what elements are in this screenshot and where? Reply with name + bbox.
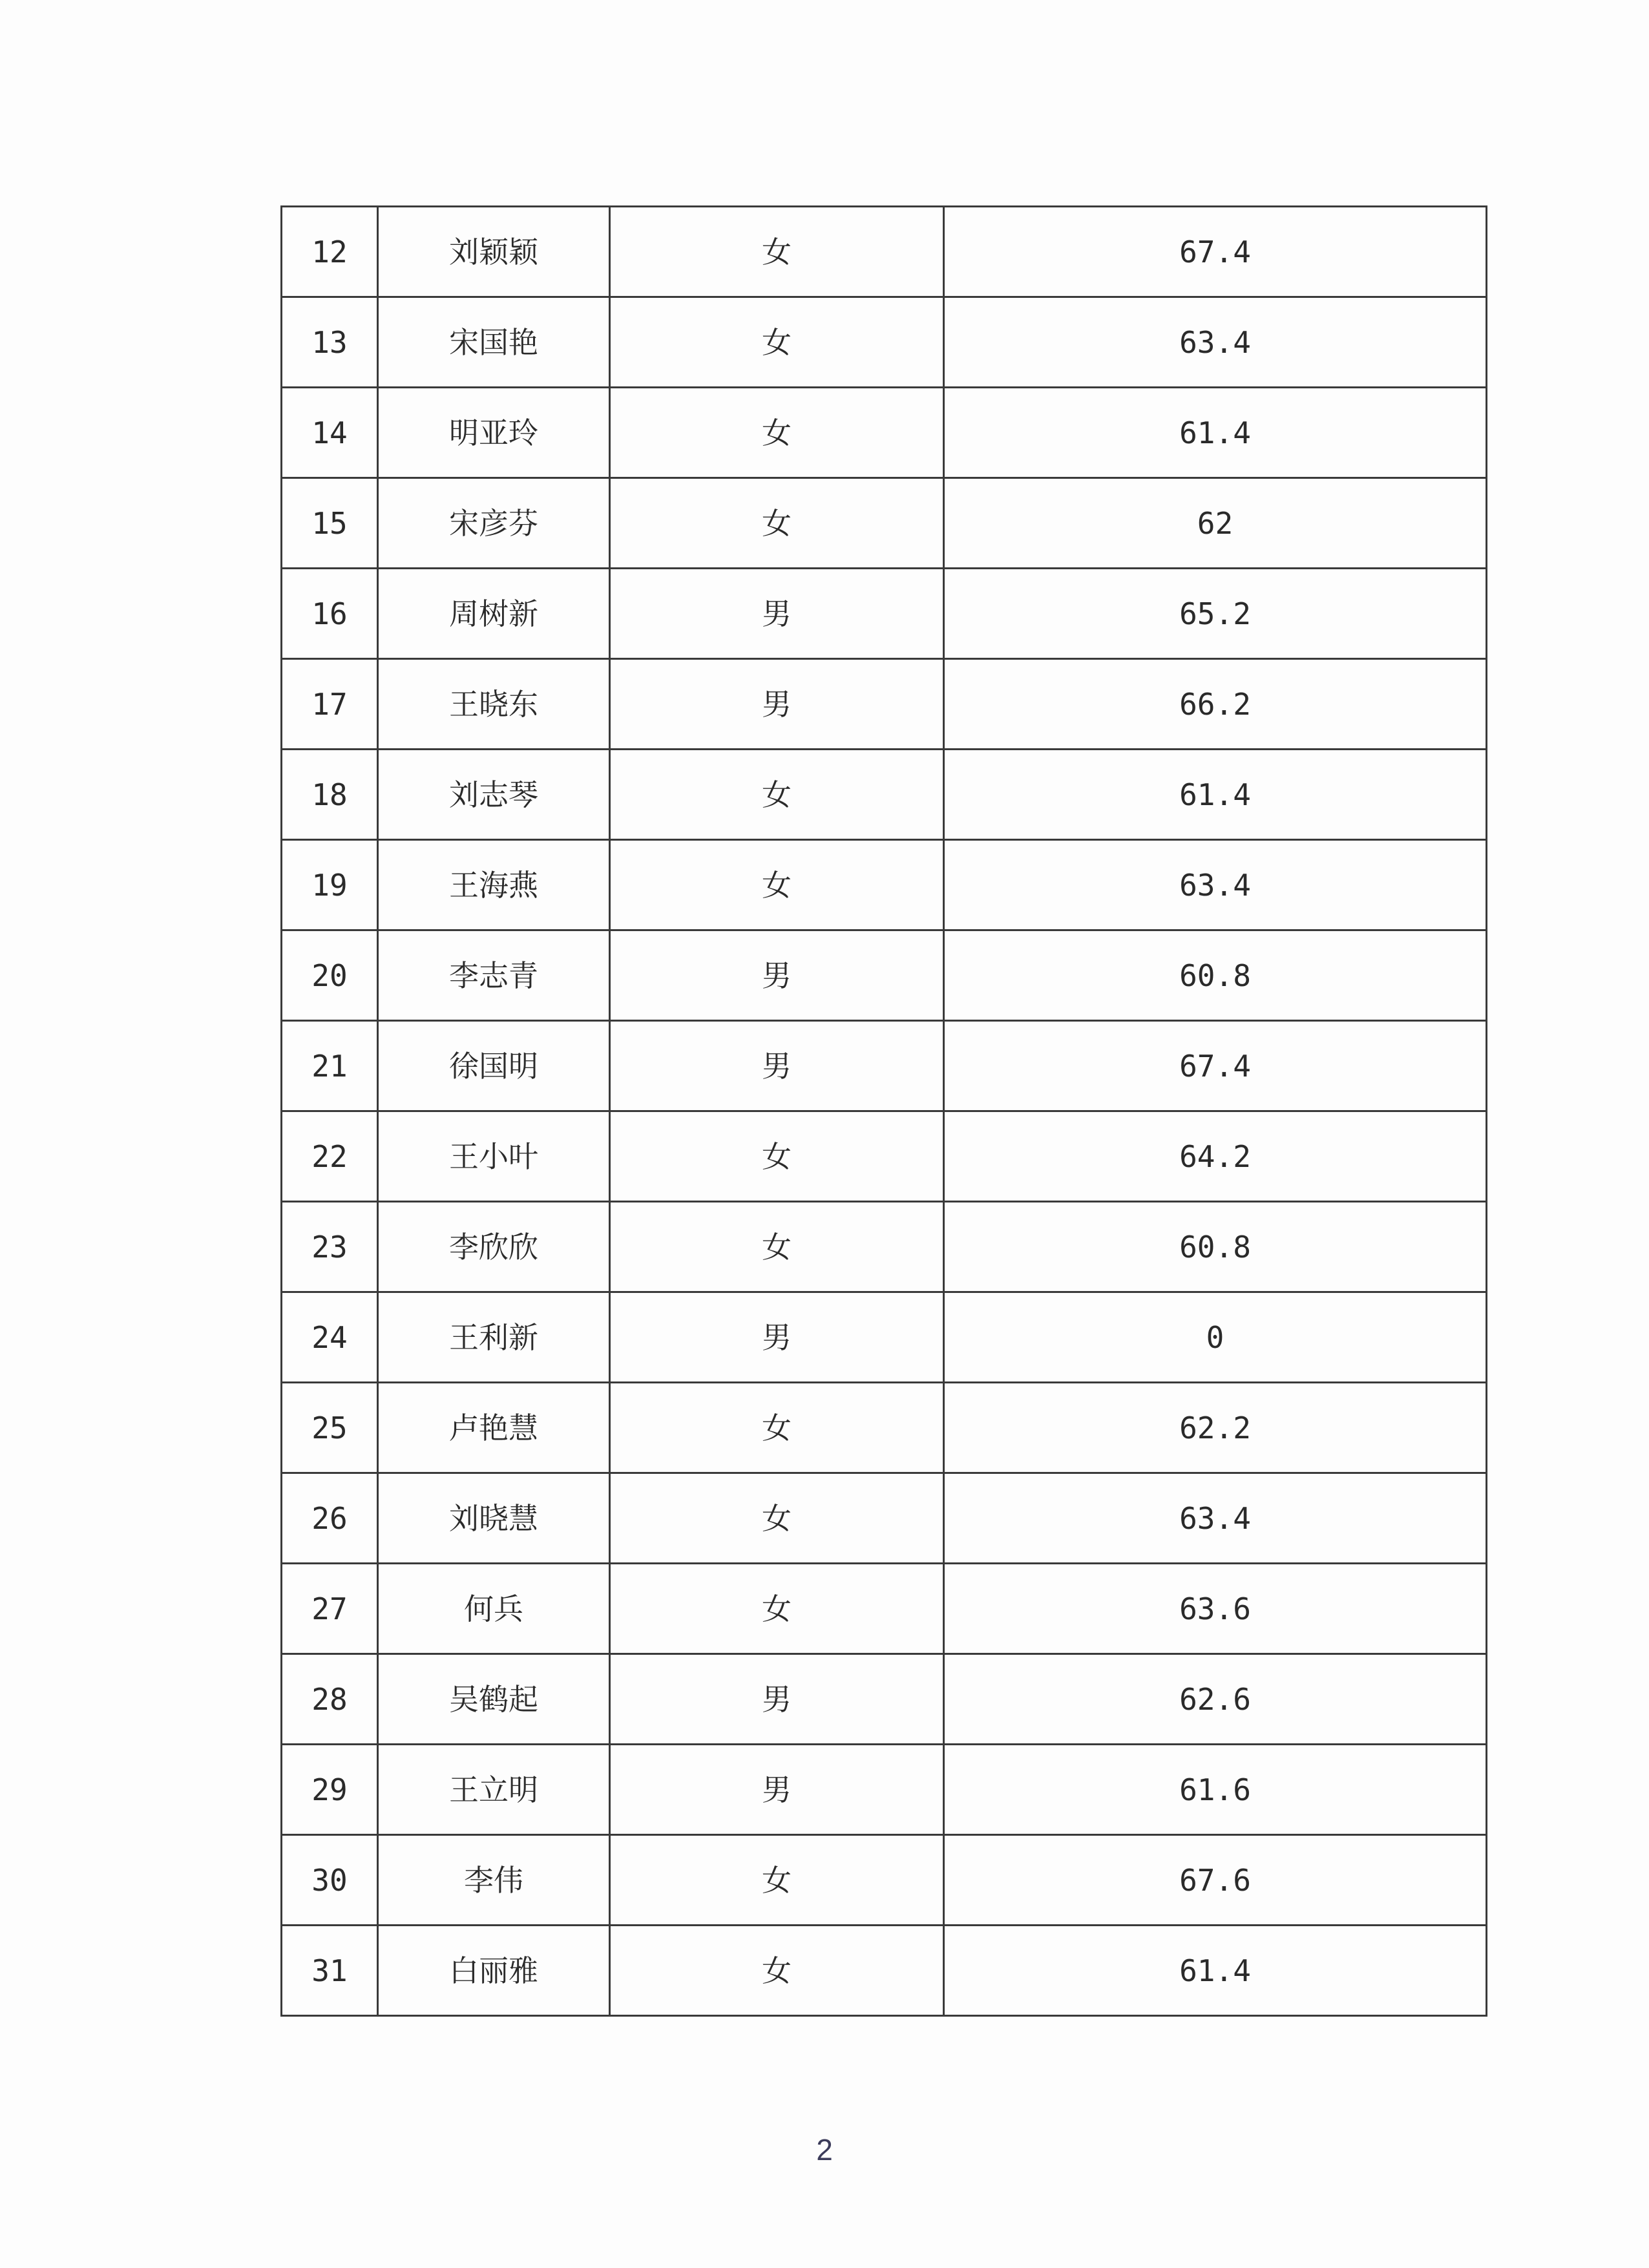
row-number-cell: 22 (282, 1111, 378, 1202)
row-number-cell: 30 (282, 1835, 378, 1926)
gender-cell: 女 (610, 1111, 944, 1202)
name-cell: 刘志琴 (378, 750, 610, 840)
score-cell: 62.6 (944, 1654, 1487, 1745)
name-cell: 何兵 (378, 1564, 610, 1654)
score-cell: 64.2 (944, 1111, 1487, 1202)
gender-cell: 女 (610, 1926, 944, 2016)
table-row (282, 1292, 1487, 1383)
table-row (282, 297, 1487, 388)
score-cell: 60.8 (944, 930, 1487, 1021)
gender-cell: 女 (610, 1835, 944, 1926)
score-cell: 0 (944, 1292, 1487, 1383)
score-cell: 67.6 (944, 1835, 1487, 1926)
score-cell: 63.4 (944, 1473, 1487, 1564)
name-cell: 刘颖颖 (378, 207, 610, 297)
gender-cell: 男 (610, 1654, 944, 1745)
table-row (282, 840, 1487, 930)
name-cell: 吴鹤起 (378, 1654, 610, 1745)
gender-cell: 女 (610, 297, 944, 388)
table-row (282, 478, 1487, 569)
score-cell: 61.4 (944, 1926, 1487, 2016)
gender-cell: 女 (610, 207, 944, 297)
gender-cell: 女 (610, 388, 944, 478)
name-cell: 王晓东 (378, 659, 610, 750)
score-cell: 61.6 (944, 1745, 1487, 1835)
score-cell: 63.6 (944, 1564, 1487, 1654)
table-row (282, 1473, 1487, 1564)
row-number-cell: 20 (282, 930, 378, 1021)
row-number-cell: 17 (282, 659, 378, 750)
score-cell: 61.4 (944, 750, 1487, 840)
row-number-cell: 31 (282, 1926, 378, 2016)
row-number-cell: 24 (282, 1292, 378, 1383)
score-table (280, 205, 1487, 2017)
name-cell: 李伟 (378, 1835, 610, 1926)
table-row (282, 1835, 1487, 1926)
table-row (282, 750, 1487, 840)
row-number-cell: 15 (282, 478, 378, 569)
table-row (282, 1383, 1487, 1473)
name-cell: 刘晓慧 (378, 1473, 610, 1564)
row-number-cell: 27 (282, 1564, 378, 1654)
row-number-cell: 12 (282, 207, 378, 297)
table-row (282, 1564, 1487, 1654)
page-number: 2 (816, 2133, 833, 2167)
score-table-body (282, 207, 1487, 2016)
gender-cell: 男 (610, 1021, 944, 1111)
row-number-cell: 26 (282, 1473, 378, 1564)
score-cell: 62.2 (944, 1383, 1487, 1473)
score-cell: 62 (944, 478, 1487, 569)
row-number-cell: 14 (282, 388, 378, 478)
row-number-cell: 29 (282, 1745, 378, 1835)
score-cell: 67.4 (944, 1021, 1487, 1111)
row-number-cell: 21 (282, 1021, 378, 1111)
gender-cell: 女 (610, 1473, 944, 1564)
table-row (282, 1745, 1487, 1835)
name-cell: 王海燕 (378, 840, 610, 930)
gender-cell: 女 (610, 750, 944, 840)
row-number-cell: 16 (282, 569, 378, 659)
score-cell: 65.2 (944, 569, 1487, 659)
table-row (282, 930, 1487, 1021)
table-row (282, 207, 1487, 297)
table-row (282, 388, 1487, 478)
gender-cell: 男 (610, 659, 944, 750)
row-number-cell: 23 (282, 1202, 378, 1292)
gender-cell: 女 (610, 840, 944, 930)
gender-cell: 男 (610, 569, 944, 659)
name-cell: 徐国明 (378, 1021, 610, 1111)
name-cell: 李欣欣 (378, 1202, 610, 1292)
name-cell: 周树新 (378, 569, 610, 659)
gender-cell: 男 (610, 930, 944, 1021)
gender-cell: 男 (610, 1292, 944, 1383)
gender-cell: 女 (610, 478, 944, 569)
gender-cell: 女 (610, 1383, 944, 1473)
score-cell: 61.4 (944, 388, 1487, 478)
name-cell: 宋国艳 (378, 297, 610, 388)
score-cell: 63.4 (944, 840, 1487, 930)
name-cell: 明亚玲 (378, 388, 610, 478)
table-row (282, 1654, 1487, 1745)
score-cell: 63.4 (944, 297, 1487, 388)
name-cell: 卢艳慧 (378, 1383, 610, 1473)
gender-cell: 女 (610, 1564, 944, 1654)
name-cell: 王立明 (378, 1745, 610, 1835)
table-row (282, 569, 1487, 659)
name-cell: 李志青 (378, 930, 610, 1021)
row-number-cell: 19 (282, 840, 378, 930)
gender-cell: 女 (610, 1202, 944, 1292)
row-number-cell: 25 (282, 1383, 378, 1473)
score-cell: 66.2 (944, 659, 1487, 750)
gender-cell: 男 (610, 1745, 944, 1835)
table-row (282, 1021, 1487, 1111)
name-cell: 王利新 (378, 1292, 610, 1383)
score-cell: 60.8 (944, 1202, 1487, 1292)
name-cell: 宋彦芬 (378, 478, 610, 569)
table-row (282, 1111, 1487, 1202)
row-number-cell: 18 (282, 750, 378, 840)
table-row (282, 1926, 1487, 2016)
row-number-cell: 28 (282, 1654, 378, 1745)
row-number-cell: 13 (282, 297, 378, 388)
table-row (282, 1202, 1487, 1292)
name-cell: 白丽雅 (378, 1926, 610, 2016)
name-cell: 王小叶 (378, 1111, 610, 1202)
table-row (282, 659, 1487, 750)
score-cell: 67.4 (944, 207, 1487, 297)
